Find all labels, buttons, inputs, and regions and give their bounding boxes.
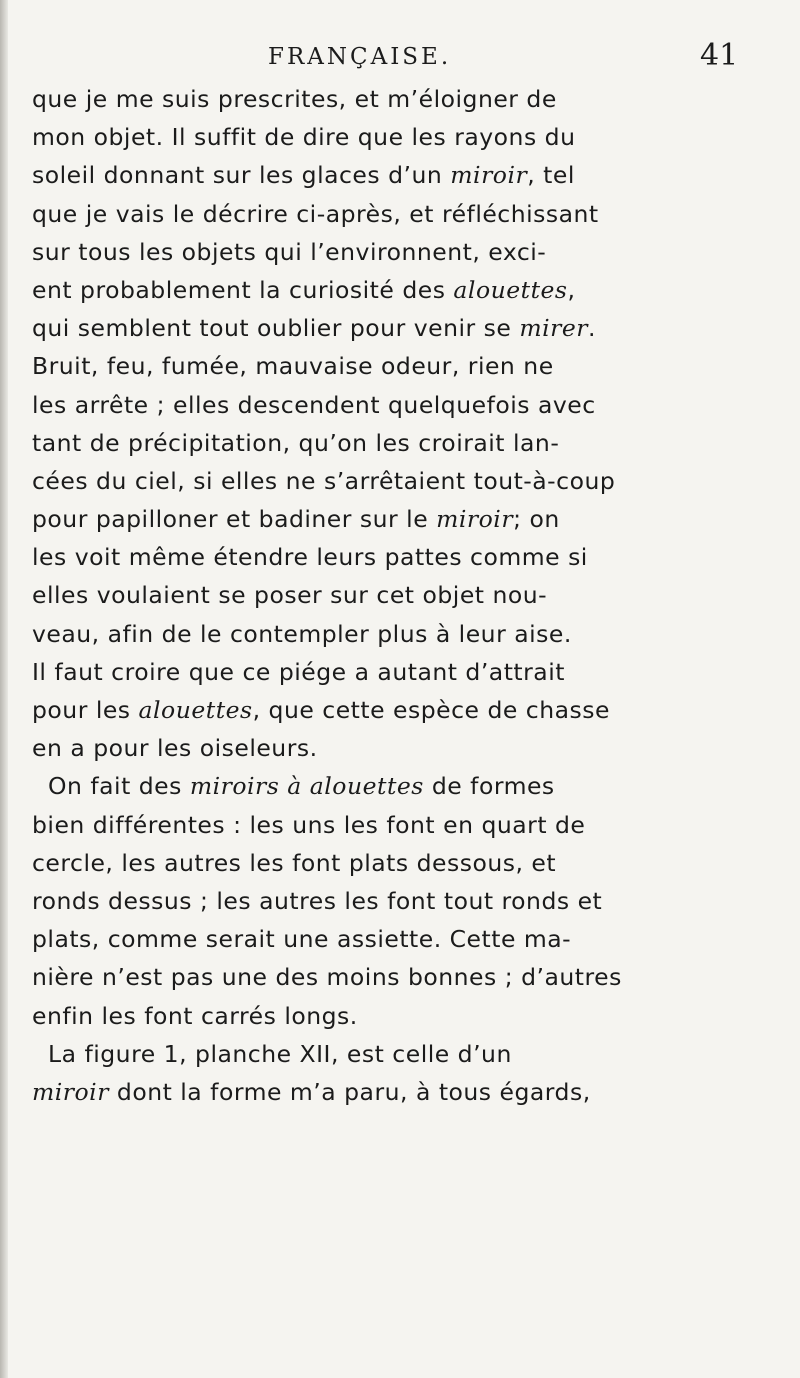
text-line [32, 691, 772, 729]
text-segment: pour papilloner et badiner sur le [32, 505, 437, 534]
italic-text: alouettes [453, 275, 568, 304]
text-segment: Bruit, feu, fumée, mauvaise odeur, rien ne [32, 352, 554, 381]
text-segment: sur tous les objets qui l’environnent, exci- [32, 237, 547, 266]
text-line [32, 195, 772, 233]
italic-text: miroir [450, 161, 528, 190]
text-segment: que je vais le décrire ci-après, et réfléchissant [32, 199, 599, 228]
text-line [32, 156, 772, 194]
text-line [32, 1035, 772, 1073]
text-segment: cercle, les autres les font plats dessous, et [32, 848, 557, 877]
text-line [32, 844, 772, 882]
text-segment: La figure 1, planche XII, est celle d’un [48, 1039, 512, 1068]
text-line [32, 653, 772, 691]
text-line [32, 347, 772, 385]
text-segment: de formes [423, 772, 555, 801]
text-line [32, 386, 772, 424]
italic-text: miroir [436, 505, 514, 534]
text-segment: elles voulaient se poser sur cet objet nou- [32, 581, 548, 610]
text-line [32, 729, 772, 767]
text-segment: qui semblent tout oublier pour venir se [32, 314, 520, 343]
text-segment: pour les [32, 696, 139, 724]
text-segment: ; on [513, 505, 560, 534]
italic-text: alouettes [138, 696, 253, 724]
text-line [32, 958, 772, 996]
text-line [32, 615, 772, 653]
binding-edge [0, 0, 8, 1378]
text-line [32, 500, 772, 538]
text-segment: en a pour les oiseleurs. [32, 734, 318, 763]
text-line [32, 80, 772, 118]
text-segment: que je me suis prescrites, et m’éloigner de [32, 85, 557, 113]
text-segment: nière n’est pas une des moins bonnes ; d’autres [32, 963, 622, 992]
text-line [32, 538, 772, 576]
text-line [32, 118, 772, 156]
text-segment: les arrête ; elles descendent quelquefois avec [32, 390, 596, 419]
italic-text: mirer [519, 314, 588, 343]
page-number: 41 [700, 38, 739, 73]
text-segment: dont la forme m’a paru, à tous égards, [108, 1077, 591, 1106]
running-head [0, 38, 800, 84]
text-line [32, 767, 772, 805]
text-line [32, 271, 772, 309]
text-segment: plats, comme serait une assiette. Cette ma- [32, 925, 572, 954]
text-segment: , [567, 275, 576, 304]
text-line [32, 576, 772, 614]
running-title: FRANÇAISE. [268, 44, 452, 70]
text-segment: bien différentes : les uns les font en quart de [32, 810, 586, 839]
text-segment: ronds dessus ; les autres les font tout ronds et [32, 886, 603, 915]
text-segment: cées du ciel, si elles ne s’arrêtaient tout-à-coup [32, 466, 616, 495]
body-text [32, 80, 772, 1111]
text-line [32, 462, 772, 500]
text-line [32, 882, 772, 920]
text-segment: , que cette espèce de chasse [252, 696, 610, 724]
text-line [32, 997, 772, 1035]
text-segment: tant de précipitation, qu’on les croirait lan- [32, 428, 560, 457]
text-segment: Il faut croire que ce piége a autant d’attrait [32, 657, 565, 686]
text-segment: soleil donnant sur les glaces d’un [32, 161, 451, 190]
text-line [32, 806, 772, 844]
italic-text: miroir [32, 1077, 109, 1106]
text-line [32, 1073, 772, 1111]
text-segment: mon objet. Il suffit de dire que les rayons du [32, 123, 576, 152]
text-segment: , tel [527, 161, 575, 190]
text-segment: enfin les font carrés longs. [32, 1001, 358, 1030]
text-segment: ent probablement la curiosité des [32, 275, 454, 304]
text-line [32, 233, 772, 271]
text-segment: les voit même étendre leurs pattes comme si [32, 543, 588, 572]
italic-text: miroirs à alouettes [189, 772, 424, 801]
text-segment: veau, afin de le contempler plus à leur aise. [32, 619, 572, 648]
text-segment: . [588, 314, 596, 343]
text-line [32, 309, 772, 347]
text-line [32, 424, 772, 462]
text-segment: On fait des [48, 772, 190, 801]
text-line [32, 920, 772, 958]
